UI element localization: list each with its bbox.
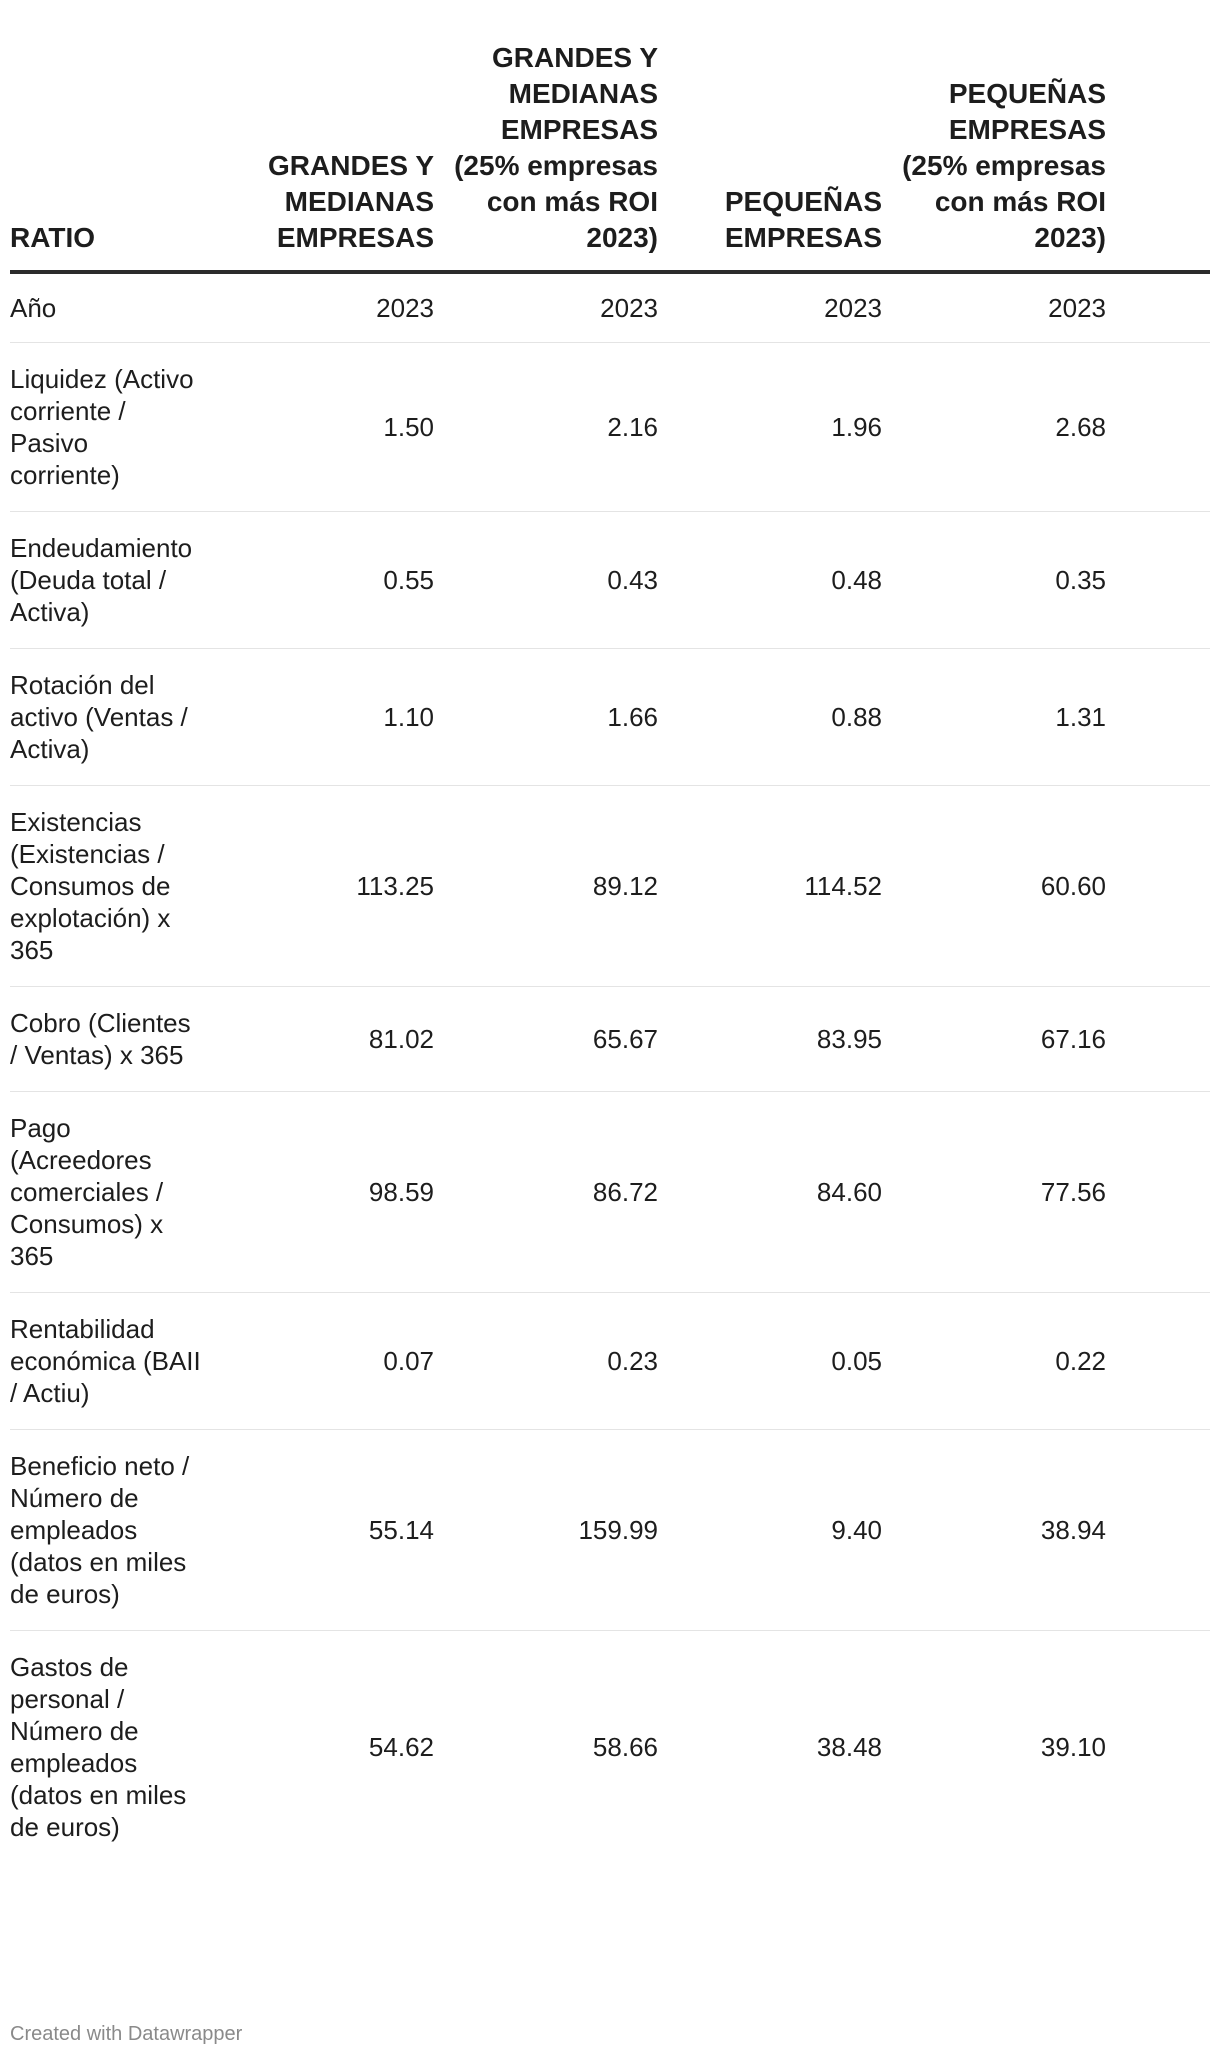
cell-spacer [1106, 272, 1210, 343]
cell-value: 60.60 [882, 786, 1106, 987]
cell-value: 113.25 [210, 786, 434, 987]
ratio-table [10, 40, 1210, 1863]
cell-value: 0.07 [210, 1293, 434, 1430]
cell-value: 84.60 [658, 1092, 882, 1293]
cell-value: 0.35 [882, 512, 1106, 649]
cell-value: 38.94 [882, 1430, 1106, 1631]
cell-value: 1.96 [658, 343, 882, 512]
row-label: Beneficio neto / Número de empleados (datos en miles de euros) [10, 1430, 210, 1631]
cell-spacer [1106, 1092, 1210, 1293]
row-label: Pago (Acreedores comerciales / Consumos) x 365 [10, 1092, 210, 1293]
row-label: Existencias (Existencias / Consumos de explotación) x 365 [10, 786, 210, 987]
row-label: Gastos de personal / Número de empleados (datos en miles de euros) [10, 1652, 187, 1842]
cell-value: 9.40 [658, 1430, 882, 1631]
cell-value: 0.23 [434, 1293, 658, 1430]
table-row [10, 512, 1210, 649]
cell-value: 39.10 [1040, 1732, 1106, 1762]
header-pequenas-top25[interactable]: PEQUEÑAS EMPRESAS (25% empresas con más ROI 2023) [882, 40, 1106, 272]
table-header [10, 40, 1210, 272]
row-label: Año [10, 272, 210, 343]
header-spacer [1106, 40, 1210, 272]
cell-value: 54.62 [368, 1732, 434, 1762]
row-label: Endeudamiento (Deuda total / Activa) [10, 512, 210, 649]
cell-value: 2023 [434, 272, 658, 343]
cell-value: 1.50 [210, 343, 434, 512]
table-row [10, 1631, 1210, 1864]
cell-spacer [1106, 343, 1210, 512]
cell-value: 98.59 [210, 1092, 434, 1293]
cell-value: 2023 [882, 272, 1106, 343]
table-row [10, 1430, 1210, 1631]
datawrapper-credit[interactable]: Created with Datawrapper [10, 2023, 243, 2045]
table-row [10, 649, 1210, 786]
cell-value: 0.22 [882, 1293, 1106, 1430]
cell-value: 77.56 [882, 1092, 1106, 1293]
header-row [10, 40, 1210, 272]
header-grandes-medianas[interactable]: GRANDES Y MEDIANAS EMPRESAS [210, 40, 434, 272]
cell-value: 1.66 [434, 649, 658, 786]
cell-value: 2.16 [434, 343, 658, 512]
header-pequenas[interactable]: PEQUEÑAS EMPRESAS [658, 40, 882, 272]
cell-value: 0.88 [658, 649, 882, 786]
header-ratio[interactable]: RATIO [10, 40, 210, 272]
cell-value: 1.10 [210, 649, 434, 786]
cell-value: 89.12 [434, 786, 658, 987]
cell-spacer [1106, 649, 1210, 786]
table-row [10, 272, 1210, 343]
cell-spacer [1106, 1293, 1210, 1430]
cell-spacer [1106, 786, 1210, 987]
header-grandes-medianas-top25[interactable]: GRANDES Y MEDIANAS EMPRESAS (25% empresas con más ROI 2023) [434, 40, 658, 272]
table-row [10, 1293, 1210, 1430]
cell-spacer [1106, 1430, 1210, 1631]
row-label: Cobro (Clientes / Ventas) x 365 [10, 987, 210, 1092]
row-label: Rotación del activo (Ventas / Activa) [10, 649, 210, 786]
cell-value: 65.67 [434, 987, 658, 1092]
cell-value: 55.14 [210, 1430, 434, 1631]
cell-value: 83.95 [658, 987, 882, 1092]
cell-value: 0.55 [210, 512, 434, 649]
cell-value: 38.48 [816, 1732, 882, 1762]
cell-value: 86.72 [434, 1092, 658, 1293]
cell-spacer [1106, 987, 1210, 1092]
row-label: Rentabilidad económica (BAII / Actiu) [10, 1293, 210, 1430]
table-body [10, 272, 1210, 1863]
cell-spacer [1106, 512, 1210, 649]
table-row [10, 987, 1210, 1092]
cell-value: 2023 [210, 272, 434, 343]
cell-value: 159.99 [434, 1430, 658, 1631]
cell-spacer [1106, 1631, 1210, 1864]
table-row [10, 786, 1210, 987]
table-row [10, 1092, 1210, 1293]
cell-value: 0.48 [658, 512, 882, 649]
cell-value: 0.43 [434, 512, 658, 649]
cell-value: 2023 [658, 272, 882, 343]
row-label: Liquidez (Activo corriente / Pasivo corriente) [10, 343, 210, 512]
cell-value: 81.02 [210, 987, 434, 1092]
cell-value: 2.68 [882, 343, 1106, 512]
cell-value: 114.52 [658, 786, 882, 987]
cell-value: 0.05 [658, 1293, 882, 1430]
cell-value: 58.66 [592, 1732, 658, 1762]
table-row [10, 343, 1210, 512]
cell-value: 1.31 [882, 649, 1106, 786]
cell-value: 67.16 [882, 987, 1106, 1092]
